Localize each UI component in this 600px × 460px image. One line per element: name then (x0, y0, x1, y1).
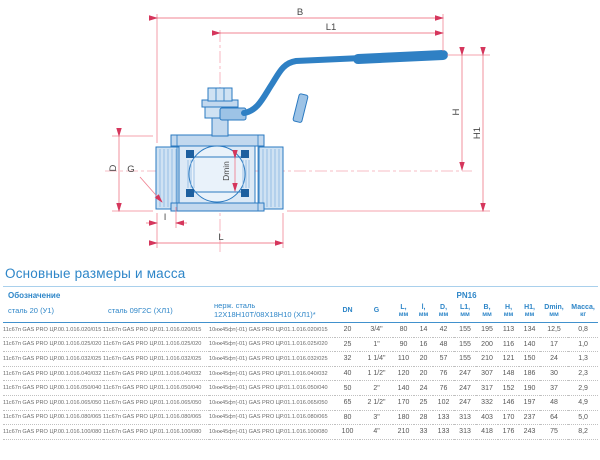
cell-dim-2: 42 (433, 323, 454, 338)
cell-dim-1: 24 (414, 381, 433, 396)
cell-dim-2: 133 (433, 410, 454, 425)
cell-dim-1: 16 (414, 337, 433, 352)
cell-dim-8: 1,0 (568, 337, 598, 352)
cell-steel20: 11с67п GAS PRO ЦР.00.1.016.025/020 (3, 337, 103, 352)
cell-dim-8: 4,9 (568, 395, 598, 410)
cell-dim-6: 150 (519, 352, 540, 367)
cell-g: 3/4" (360, 323, 393, 338)
cell-dim-3: 155 (454, 352, 476, 367)
col-header-dn: DN (335, 302, 360, 323)
cell-dim-4: 210 (476, 352, 498, 367)
header-row-2 (3, 302, 598, 323)
cell-dim-0: 140 (393, 381, 414, 396)
label-H1: H1 (472, 126, 483, 140)
pn16-header: PN16 (335, 287, 598, 303)
cell-dn: 80 (335, 410, 360, 425)
cell-stainless: 10нж45фт(-01) GAS PRO ЦР.01.1.016.032/025 (209, 352, 335, 367)
cell-dim-8: 1,3 (568, 352, 598, 367)
cell-dim-3: 247 (454, 395, 476, 410)
dim-col-header: L1, мм (454, 302, 476, 323)
cell-dim-5: 170 (498, 410, 519, 425)
cell-dim-5: 148 (498, 366, 519, 381)
cell-dim-6: 243 (519, 425, 540, 440)
table-row (3, 323, 598, 338)
cell-dim-4: 307 (476, 366, 498, 381)
cell-steel09g2s: 11с67п GAS PRO ЦР.01.1.016.050/040 (103, 381, 209, 396)
cell-dim-6: 134 (519, 323, 540, 338)
cell-dim-5: 146 (498, 395, 519, 410)
cell-dim-3: 247 (454, 366, 476, 381)
dim-col-header: B, мм (476, 302, 498, 323)
cell-dn: 50 (335, 381, 360, 396)
label-L: L (218, 232, 224, 243)
cell-dim-6: 237 (519, 410, 540, 425)
cell-dim-4: 317 (476, 381, 498, 396)
cell-dn: 25 (335, 337, 360, 352)
cell-dim-1: 20 (414, 352, 433, 367)
cell-stainless: 10нж45фт(-01) GAS PRO ЦР.01.1.016.040/032 (209, 366, 335, 381)
dimensions-table (3, 286, 598, 440)
label-D: D (108, 164, 119, 172)
table-row (3, 425, 598, 440)
col-header-stainless (209, 302, 335, 323)
cell-steel09g2s: 11с67п GAS PRO ЦР.01.1.016.065/050 (103, 395, 209, 410)
header-row-1 (3, 287, 598, 303)
cell-dim-1: 28 (414, 410, 433, 425)
cell-dim-1: 20 (414, 366, 433, 381)
cell-dim-7: 64 (540, 410, 568, 425)
cell-dim-5: 121 (498, 352, 519, 367)
cell-dim-7: 12,5 (540, 323, 568, 338)
col-header-g: G (360, 302, 393, 323)
cell-steel20: 11с67п GAS PRO ЦР.00.1.016.020/015 (3, 323, 103, 338)
cell-dim-8: 2,3 (568, 366, 598, 381)
cell-dim-0: 120 (393, 366, 414, 381)
cell-dn: 65 (335, 395, 360, 410)
cell-dn: 20 (335, 323, 360, 338)
dim-col-header: L, мм (393, 302, 414, 323)
cell-stainless: 10нж45фт(-01) GAS PRO ЦР.01.1.016.025/020 (209, 337, 335, 352)
cell-dim-6: 140 (519, 337, 540, 352)
cell-dim-3: 247 (454, 381, 476, 396)
cell-steel09g2s: 11с67п GAS PRO ЦР.01.1.016.020/015 (103, 323, 209, 338)
cell-dim-7: 37 (540, 381, 568, 396)
cell-steel20: 11с67п GAS PRO ЦР.00.1.016.080/065 (3, 410, 103, 425)
cell-steel09g2s: 11с67п GAS PRO ЦР.01.1.016.025/020 (103, 337, 209, 352)
cell-g: 4" (360, 425, 393, 440)
table-row (3, 366, 598, 381)
table-row (3, 381, 598, 396)
label-Dmin: Dmin (221, 161, 231, 181)
extension-lines (112, 14, 490, 248)
label-L1: L1 (325, 22, 337, 33)
cell-dim-2: 133 (433, 425, 454, 440)
cell-steel09g2s: 11с67п GAS PRO ЦР.01.1.016.080/065 (103, 410, 209, 425)
cell-dim-0: 110 (393, 352, 414, 367)
table-row (3, 337, 598, 352)
cell-dim-2: 102 (433, 395, 454, 410)
cell-dn: 40 (335, 366, 360, 381)
label-H: H (451, 108, 462, 116)
cell-dim-4: 200 (476, 337, 498, 352)
cell-dim-3: 155 (454, 337, 476, 352)
col-header-steel09g2s: сталь 09Г2С (ХЛ1) (103, 302, 209, 323)
cell-dim-8: 0,8 (568, 323, 598, 338)
cell-g: 3" (360, 410, 393, 425)
cell-dim-1: 14 (414, 323, 433, 338)
cell-g: 1" (360, 337, 393, 352)
cell-dim-3: 155 (454, 323, 476, 338)
cell-dim-5: 152 (498, 381, 519, 396)
label-B: B (296, 7, 304, 18)
dim-col-header: Dmin, мм (540, 302, 568, 323)
cell-dim-7: 17 (540, 337, 568, 352)
dim-col-header: H1, мм (519, 302, 540, 323)
dim-col-header: Масса, кг (568, 302, 598, 323)
table-row (3, 395, 598, 410)
dim-col-header: D, мм (433, 302, 454, 323)
cell-dim-0: 80 (393, 323, 414, 338)
cell-dim-4: 418 (476, 425, 498, 440)
cell-dim-6: 190 (519, 381, 540, 396)
cell-g: 1 1/2" (360, 366, 393, 381)
stainless-line-1: нерж. сталь (214, 302, 256, 310)
handle-grip (358, 55, 443, 59)
cell-g: 2" (360, 381, 393, 396)
cell-dn: 100 (335, 425, 360, 440)
designation-header: Обозначение (3, 287, 335, 303)
cell-steel09g2s: 11с67п GAS PRO ЦР.01.1.016.100/080 (103, 425, 209, 440)
cell-dim-5: 176 (498, 425, 519, 440)
cell-dim-2: 57 (433, 352, 454, 367)
cell-dim-2: 76 (433, 381, 454, 396)
cell-dim-0: 210 (393, 425, 414, 440)
table-body (3, 323, 598, 440)
cell-dim-7: 75 (540, 425, 568, 440)
cell-dim-4: 403 (476, 410, 498, 425)
cell-steel20: 11с67п GAS PRO ЦР.00.1.016.065/050 (3, 395, 103, 410)
cell-dim-3: 313 (454, 425, 476, 440)
cell-dim-4: 195 (476, 323, 498, 338)
cell-dim-8: 5,0 (568, 410, 598, 425)
cell-dim-4: 332 (476, 395, 498, 410)
cell-dim-8: 2,9 (568, 381, 598, 396)
label-G: G (127, 164, 135, 175)
table-row (3, 352, 598, 367)
cell-dim-5: 113 (498, 323, 519, 338)
cell-steel09g2s: 11с67п GAS PRO ЦР.01.1.016.040/032 (103, 366, 209, 381)
cell-stainless: 10нж45фт(-01) GAS PRO ЦР.01.1.016.065/050 (209, 395, 335, 410)
cell-steel09g2s: 11с67п GAS PRO ЦР.01.1.016.032/025 (103, 352, 209, 367)
cell-dim-5: 116 (498, 337, 519, 352)
section-title: Основные размеры и масса (5, 266, 186, 281)
cell-steel20: 11с67п GAS PRO ЦР.00.1.016.050/040 (3, 381, 103, 396)
label-l: l (163, 212, 167, 223)
cell-dim-7: 30 (540, 366, 568, 381)
stainless-line-2: 12Х18Н10Т/08Х18Н10 (ХЛ1)* (214, 309, 316, 319)
cell-dim-8: 8,2 (568, 425, 598, 440)
dim-col-header: l, мм (414, 302, 433, 323)
cell-steel20: 11с67п GAS PRO ЦР.00.1.016.032/025 (3, 352, 103, 367)
cell-dim-2: 48 (433, 337, 454, 352)
cell-stainless: 10нж45фт(-01) GAS PRO ЦР.01.1.016.100/080 (209, 425, 335, 440)
ball (189, 146, 245, 202)
cell-steel20: 11с67п GAS PRO ЦР.00.1.016.040/032 (3, 366, 103, 381)
cell-dim-3: 313 (454, 410, 476, 425)
cell-dim-0: 170 (393, 395, 414, 410)
col-header-steel20: сталь 20 (У1) (3, 302, 103, 323)
cell-stainless: 10нж45фт(-01) GAS PRO ЦР.01.1.016.020/015 (209, 323, 335, 338)
cell-dim-1: 25 (414, 395, 433, 410)
cell-dn: 32 (335, 352, 360, 367)
dim-col-header: H, мм (498, 302, 519, 323)
cell-dim-0: 180 (393, 410, 414, 425)
stem-nut (208, 88, 232, 101)
table-row (3, 410, 598, 425)
cell-dim-2: 76 (433, 366, 454, 381)
cell-dim-0: 90 (393, 337, 414, 352)
cell-dim-1: 33 (414, 425, 433, 440)
cell-dim-7: 24 (540, 352, 568, 367)
cell-g: 1 1/4" (360, 352, 393, 367)
valve-body (156, 55, 443, 211)
cell-stainless: 10нж45фт(-01) GAS PRO ЦР.01.1.016.050/040 (209, 381, 335, 396)
cell-g: 2 1/2" (360, 395, 393, 410)
lever-handle (220, 55, 443, 123)
cell-steel20: 11с67п GAS PRO ЦР.00.1.016.100/080 (3, 425, 103, 440)
cell-dim-6: 197 (519, 395, 540, 410)
cell-stainless: 10нж45фт(-01) GAS PRO ЦР.01.1.016.080/065 (209, 410, 335, 425)
cell-dim-7: 48 (540, 395, 568, 410)
cell-dim-6: 186 (519, 366, 540, 381)
